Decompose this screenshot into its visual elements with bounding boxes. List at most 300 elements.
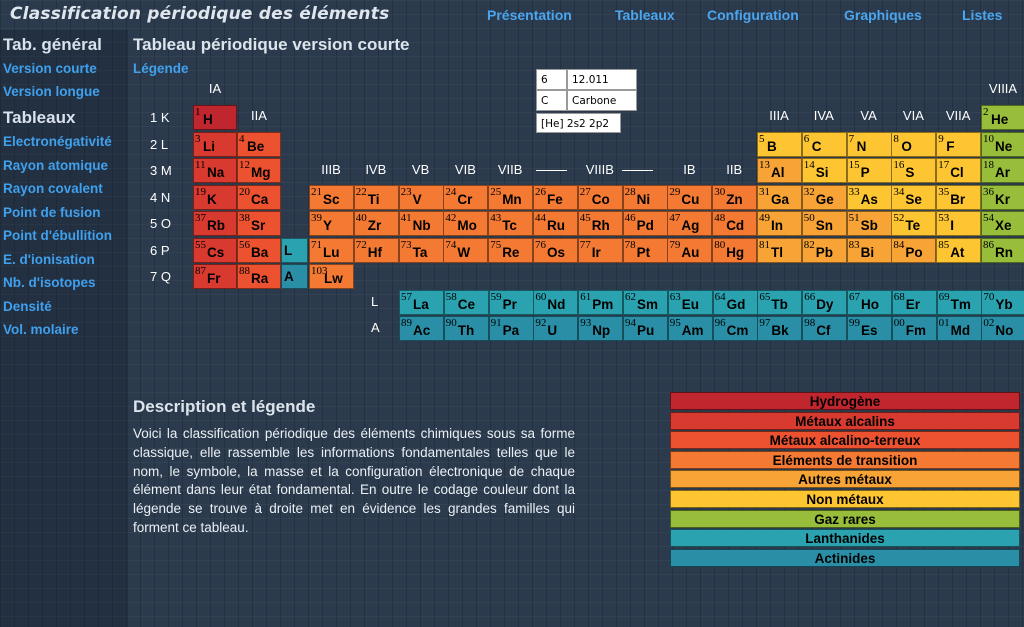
element-symbol: Cf	[816, 323, 831, 338]
nav-presentation[interactable]: Présentation	[487, 7, 572, 23]
element-cell[interactable]	[488, 185, 533, 210]
element-symbol: In	[771, 218, 783, 233]
element-cell[interactable]	[444, 290, 489, 315]
atomic-number: 75	[490, 238, 502, 251]
element-symbol: Tc	[502, 218, 517, 233]
element-symbol: Po	[905, 244, 923, 260]
group-label: VIIB	[497, 162, 523, 177]
element-symbol: Br	[950, 191, 966, 207]
element-symbol: No	[995, 323, 1014, 338]
sidebar-item-volume-molaire[interactable]: Vol. molaire	[3, 322, 79, 337]
atomic-number: 97	[759, 317, 771, 329]
element-symbol: Tm	[950, 297, 971, 312]
sidebar-item-rayon-covalent[interactable]: Rayon covalent	[3, 181, 103, 196]
element-cell[interactable]	[757, 238, 802, 263]
element-cell[interactable]	[802, 158, 847, 183]
element-cell[interactable]	[193, 211, 237, 236]
element-cell[interactable]	[981, 316, 1024, 341]
atomic-number: 61	[580, 291, 592, 303]
group-label: VIB	[454, 162, 476, 177]
element-cell[interactable]	[488, 211, 533, 236]
nav-tableaux[interactable]: Tableaux	[615, 7, 675, 23]
element-symbol: Sr	[251, 218, 266, 233]
element-symbol: Cu	[681, 191, 700, 207]
element-cell[interactable]	[802, 238, 847, 263]
atomic-number: 6	[803, 132, 810, 145]
atomic-number: 46	[624, 212, 636, 224]
element-cell[interactable]	[399, 238, 444, 263]
element-symbol: Fr	[207, 271, 221, 286]
group-label: VIIA	[945, 108, 971, 123]
atomic-number: 40	[355, 212, 367, 224]
element-cell[interactable]	[668, 290, 713, 315]
element-cell[interactable]	[891, 238, 936, 263]
atomic-number: 3	[195, 132, 201, 145]
element-symbol: Cr	[457, 191, 473, 207]
element-symbol: Er	[905, 297, 921, 312]
element-cell[interactable]	[533, 316, 578, 341]
element-cell[interactable]	[757, 211, 802, 236]
legend-item: Autres métaux	[670, 470, 1020, 488]
element-cell[interactable]	[713, 316, 758, 341]
element-cell[interactable]	[578, 185, 623, 210]
element-cell[interactable]	[623, 316, 668, 341]
atomic-number: 17	[938, 159, 950, 171]
element-cell[interactable]	[533, 290, 578, 315]
element-cell[interactable]	[981, 105, 1024, 130]
element-cell[interactable]	[847, 132, 892, 157]
atomic-number: 01	[938, 317, 950, 329]
atomic-number: 39	[311, 212, 322, 224]
atomic-number: 87	[195, 265, 206, 277]
element-cell[interactable]	[193, 132, 237, 157]
element-cell[interactable]	[193, 158, 237, 183]
element-symbol: Bk	[771, 323, 789, 338]
atomic-number: 91	[490, 317, 502, 329]
element-symbol: Ho	[861, 297, 879, 312]
element-cell[interactable]	[712, 211, 757, 236]
element-cell[interactable]	[237, 185, 281, 210]
atomic-number: 78	[624, 238, 636, 251]
element-cell[interactable]	[399, 316, 444, 341]
element-symbol: Ne	[995, 138, 1013, 154]
element-cell[interactable]	[936, 132, 981, 157]
element-symbol: Hg	[726, 244, 745, 260]
sample-name: Carbone	[567, 90, 637, 111]
atomic-number: 43	[490, 212, 502, 224]
element-symbol: Th	[457, 323, 475, 338]
element-cell[interactable]	[936, 211, 981, 236]
element-cell[interactable]	[237, 211, 281, 236]
element-cell[interactable]	[712, 185, 757, 210]
element-symbol: Lw	[324, 271, 343, 286]
element-cell[interactable]	[623, 185, 668, 210]
element-symbol: Os	[547, 244, 566, 260]
element-cell[interactable]	[443, 211, 488, 236]
element-cell[interactable]	[578, 290, 623, 315]
sidebar-item-densite[interactable]: Densité	[3, 299, 52, 314]
element-cell[interactable]	[712, 238, 757, 263]
atomic-number: 2	[983, 106, 989, 118]
element-cell[interactable]	[757, 316, 802, 341]
atomic-number: 103	[311, 265, 328, 277]
element-cell[interactable]	[667, 211, 712, 236]
element-cell[interactable]	[399, 211, 444, 236]
atomic-number: 56	[239, 238, 250, 251]
atomic-number: 67	[849, 291, 860, 303]
atomic-number: 52	[893, 212, 905, 224]
atomic-number: 10	[983, 132, 994, 145]
atomic-number: 81	[759, 238, 770, 251]
element-symbol: Sc	[323, 191, 340, 207]
element-symbol: Bi	[860, 244, 875, 260]
element-cell[interactable]	[757, 158, 802, 183]
element-cell[interactable]	[309, 185, 354, 210]
element-symbol: Kr	[995, 191, 1011, 207]
group-label: VB	[411, 162, 430, 177]
element-symbol: Np	[592, 323, 611, 338]
element-symbol: Pt	[636, 244, 651, 260]
element-cell[interactable]	[802, 185, 847, 210]
element-cell[interactable]	[936, 185, 981, 210]
atomic-number: 24	[445, 185, 457, 198]
nav-listes[interactable]: Listes	[962, 7, 1003, 23]
element-cell[interactable]	[668, 316, 713, 341]
element-cell[interactable]	[399, 185, 444, 210]
element-cell[interactable]	[443, 238, 488, 263]
element-symbol: Mn	[502, 191, 522, 207]
sidebar-item-energie-ionisation[interactable]: E. d'ionisation	[3, 252, 95, 267]
atomic-number: 13	[759, 159, 770, 171]
app-title: Classification périodique des éléments	[10, 4, 390, 24]
group-label: IVB	[365, 162, 387, 177]
group-label: IIA	[251, 108, 267, 123]
element-cell[interactable]	[237, 132, 281, 157]
element-cell[interactable]	[891, 185, 936, 210]
group-label: VA	[860, 108, 877, 123]
element-symbol: Ir	[591, 244, 601, 260]
element-cell[interactable]	[847, 316, 892, 341]
atomic-number: 73	[400, 238, 412, 251]
sidebar-item-version-longue[interactable]: Version longue	[3, 84, 100, 99]
sidebar-item-electronegativite[interactable]: Electronégativité	[3, 134, 112, 149]
element-cell[interactable]	[937, 316, 982, 341]
element-cell[interactable]	[309, 238, 354, 263]
nav-configuration[interactable]: Configuration	[707, 7, 799, 23]
element-symbol: Ra	[251, 271, 269, 286]
atomic-number: 99	[849, 317, 860, 329]
element-symbol: O	[901, 138, 912, 154]
sidebar-item-point-ebullition[interactable]: Point d'ébullition	[3, 228, 112, 243]
legend-item: Métaux alcalino-terreux	[670, 431, 1020, 449]
element-cell[interactable]	[623, 238, 668, 263]
atomic-number: 69	[938, 291, 950, 303]
element-cell[interactable]	[533, 211, 578, 236]
atomic-number: 37	[195, 212, 206, 224]
atomic-number: 41	[400, 212, 412, 224]
atomic-number: 57	[401, 291, 412, 303]
element-symbol: Cs	[207, 244, 225, 260]
element-cell[interactable]	[757, 290, 802, 315]
element-cell[interactable]	[891, 158, 936, 183]
element-cell[interactable]	[623, 211, 668, 236]
element-symbol: Mo	[457, 218, 477, 233]
element-cell[interactable]	[802, 290, 847, 315]
element-symbol: Cd	[726, 218, 745, 233]
element-cell[interactable]	[847, 185, 892, 210]
element-cell[interactable]	[488, 238, 533, 263]
group-label: IVA	[813, 108, 834, 123]
element-symbol: Sb	[860, 218, 878, 233]
atomic-number: 8	[893, 132, 899, 145]
atomic-number: 42	[445, 212, 457, 224]
sample-mass: 12.011	[567, 69, 637, 90]
atomic-number: 25	[490, 185, 502, 198]
element-cell[interactable]	[533, 185, 578, 210]
element-symbol: C	[811, 138, 822, 154]
period-label: 3 M	[150, 163, 172, 178]
element-symbol: Hf	[367, 244, 383, 260]
element-symbol: Eu	[681, 297, 700, 312]
element-symbol: Cm	[726, 323, 749, 338]
element-cell[interactable]	[892, 316, 937, 341]
atomic-number: 50	[803, 212, 815, 224]
sample-number: 6	[536, 69, 567, 90]
element-cell[interactable]	[237, 238, 281, 263]
element-cell[interactable]	[193, 105, 237, 130]
sidebar-item-nb-isotopes[interactable]: Nb. d'isotopes	[3, 275, 96, 290]
atomic-number: 88	[239, 265, 250, 277]
element-cell[interactable]	[847, 290, 892, 315]
atomic-number: 47	[669, 212, 681, 224]
atomic-number: 48	[714, 212, 726, 224]
atomic-number: 1	[195, 106, 201, 118]
element-cell[interactable]	[489, 316, 534, 341]
element-cell[interactable]	[193, 238, 237, 263]
element-cell[interactable]	[981, 185, 1024, 210]
element-symbol: Na	[207, 165, 225, 180]
element-cell[interactable]	[891, 132, 936, 157]
element-symbol: Ag	[681, 218, 700, 233]
period-label: 2 L	[150, 136, 169, 152]
atomic-number: 44	[535, 212, 546, 224]
element-symbol: Rn	[995, 244, 1013, 260]
atomic-number: 23	[400, 185, 412, 198]
element-cell[interactable]	[237, 264, 281, 289]
group-label: VIA	[902, 108, 924, 123]
element-symbol: Yb	[995, 297, 1013, 312]
element-cell[interactable]	[489, 290, 534, 315]
element-cell[interactable]	[936, 158, 981, 183]
element-symbol: He	[991, 112, 1009, 127]
element-cell[interactable]	[981, 158, 1024, 183]
period-label: 4 N	[150, 189, 171, 205]
legend-item: Non métaux	[670, 490, 1020, 508]
atomic-number: 28	[624, 185, 636, 198]
atomic-number: 63	[669, 291, 681, 303]
sidebar-item-version-courte[interactable]: Version courte	[3, 61, 97, 76]
element-symbol: Ru	[547, 218, 565, 233]
element-cell[interactable]	[891, 211, 936, 236]
element-cell[interactable]	[847, 238, 892, 263]
atomic-number: 74	[445, 238, 457, 251]
element-symbol: Nd	[547, 297, 566, 312]
element-cell[interactable]	[667, 185, 712, 210]
element-cell[interactable]	[281, 238, 308, 263]
element-symbol: Zn	[726, 191, 743, 207]
period-label: 1 K	[150, 110, 170, 125]
element-cell[interactable]	[237, 158, 281, 183]
element-cell[interactable]	[936, 238, 981, 263]
element-symbol: Sm	[637, 297, 659, 312]
element-symbol: Rb	[207, 218, 225, 233]
sidebar-heading-tableaux[interactable]: Tableaux	[3, 108, 76, 127]
element-cell[interactable]	[309, 264, 354, 289]
element-symbol: Zr	[367, 218, 382, 233]
element-cell[interactable]	[757, 132, 802, 157]
element-cell[interactable]	[981, 290, 1024, 315]
nav-graphiques[interactable]: Graphiques	[844, 7, 922, 23]
element-cell[interactable]	[354, 211, 399, 236]
element-cell[interactable]	[354, 238, 399, 263]
atomic-number: 30	[714, 185, 726, 198]
element-cell[interactable]	[667, 238, 712, 263]
atomic-number: 51	[848, 212, 860, 224]
element-symbol: W	[457, 244, 471, 260]
atomic-number: 34	[893, 185, 905, 198]
atomic-number: 90	[445, 317, 457, 329]
legend-item: Lanthanides	[670, 529, 1020, 547]
element-symbol: Ce	[457, 297, 476, 312]
element-symbol: Y	[323, 218, 333, 233]
atomic-number: 49	[759, 212, 770, 224]
element-symbol: Md	[950, 323, 971, 338]
element-cell[interactable]	[981, 132, 1024, 157]
atomic-number: 20	[239, 185, 250, 198]
atomic-number: 33	[848, 185, 860, 198]
element-cell[interactable]	[193, 185, 237, 210]
element-cell[interactable]	[802, 132, 847, 157]
atomic-number: 95	[669, 317, 681, 329]
element-cell[interactable]	[981, 211, 1024, 236]
page-title: Tableau périodique version courte	[133, 35, 410, 54]
element-symbol: Pb	[815, 244, 834, 260]
element-cell[interactable]	[309, 211, 354, 236]
element-symbol: V	[412, 191, 422, 207]
element-symbol: Ti	[367, 191, 380, 207]
atomic-number: 68	[893, 291, 905, 303]
atomic-number: 02	[983, 317, 995, 329]
atomic-number: 18	[983, 159, 994, 171]
element-symbol: H	[203, 112, 213, 127]
element-symbol: Ta	[412, 244, 428, 260]
atomic-number: 64	[714, 291, 726, 303]
atomic-number: 4	[239, 132, 245, 145]
atomic-number: 53	[938, 212, 950, 224]
element-cell[interactable]	[533, 238, 578, 263]
atomic-number: 62	[625, 291, 636, 303]
element-symbol: Nb	[412, 218, 431, 233]
element-cell[interactable]	[892, 290, 937, 315]
atomic-number: 72	[355, 238, 367, 251]
atomic-number: 79	[669, 238, 681, 251]
element-cell[interactable]	[281, 264, 308, 289]
element-cell[interactable]	[444, 316, 489, 341]
element-cell[interactable]	[443, 185, 488, 210]
atomic-number: 60	[535, 291, 547, 303]
atomic-number: 38	[239, 212, 250, 224]
atomic-number: 84	[893, 238, 905, 251]
element-cell[interactable]	[981, 238, 1024, 263]
element-symbol: Xe	[995, 218, 1012, 233]
atomic-number: 71	[311, 238, 322, 251]
atomic-number: 5	[759, 132, 765, 145]
element-symbol: Si	[815, 165, 829, 180]
element-cell[interactable]	[193, 264, 237, 289]
atomic-number: 26	[535, 185, 546, 198]
element-cell[interactable]	[847, 211, 892, 236]
element-symbol: Tb	[771, 297, 788, 312]
legend-item: Actinides	[670, 549, 1020, 567]
atomic-number: 14	[803, 159, 815, 171]
atomic-number: 35	[938, 185, 950, 198]
element-symbol: K	[207, 191, 217, 207]
element-cell[interactable]	[713, 290, 758, 315]
legend-item: Eléments de transition	[670, 451, 1020, 469]
element-cell[interactable]	[399, 290, 444, 315]
element-cell[interactable]	[578, 211, 623, 236]
element-symbol: Gd	[726, 297, 746, 312]
sidebar-item-point-de-fusion[interactable]: Point de fusion	[3, 205, 101, 220]
element-cell[interactable]	[847, 158, 892, 183]
element-symbol: At	[950, 244, 965, 260]
atomic-number: 96	[714, 317, 726, 329]
element-cell[interactable]	[802, 316, 847, 341]
atomic-number: 93	[580, 317, 592, 329]
element-cell[interactable]	[623, 290, 668, 315]
group-label: IIIB	[321, 162, 341, 177]
atomic-number: 76	[535, 238, 546, 251]
sidebar-heading-general[interactable]: Tab. général	[3, 35, 102, 54]
element-symbol: Sn	[815, 218, 834, 233]
element-cell[interactable]	[937, 290, 982, 315]
element-symbol: Pd	[636, 218, 654, 233]
atomic-number: 66	[804, 291, 816, 303]
description-title: Description et légende	[133, 397, 316, 416]
group-divider-line	[622, 170, 653, 171]
legend-link[interactable]: Légende	[133, 61, 189, 76]
element-cell[interactable]	[578, 316, 623, 341]
group-label: IB	[683, 162, 696, 177]
series-label: L	[371, 294, 379, 309]
element-symbol: Pu	[637, 323, 655, 338]
element-cell[interactable]	[757, 185, 802, 210]
legend-item: Gaz rares	[670, 510, 1020, 528]
atomic-number: 45	[579, 212, 591, 224]
element-symbol: Lu	[323, 244, 340, 260]
element-symbol: I	[950, 218, 954, 233]
sidebar-item-rayon-atomique[interactable]: Rayon atomique	[3, 158, 109, 173]
element-symbol: Tl	[771, 244, 783, 260]
element-cell[interactable]	[578, 238, 623, 263]
element-symbol: Ac	[413, 323, 431, 338]
element-symbol: Rh	[591, 218, 610, 233]
atomic-number: 31	[759, 185, 770, 198]
element-cell[interactable]	[802, 211, 847, 236]
element-cell[interactable]	[354, 185, 399, 210]
atomic-number: 85	[938, 238, 950, 251]
series-marker: A	[284, 269, 294, 284]
